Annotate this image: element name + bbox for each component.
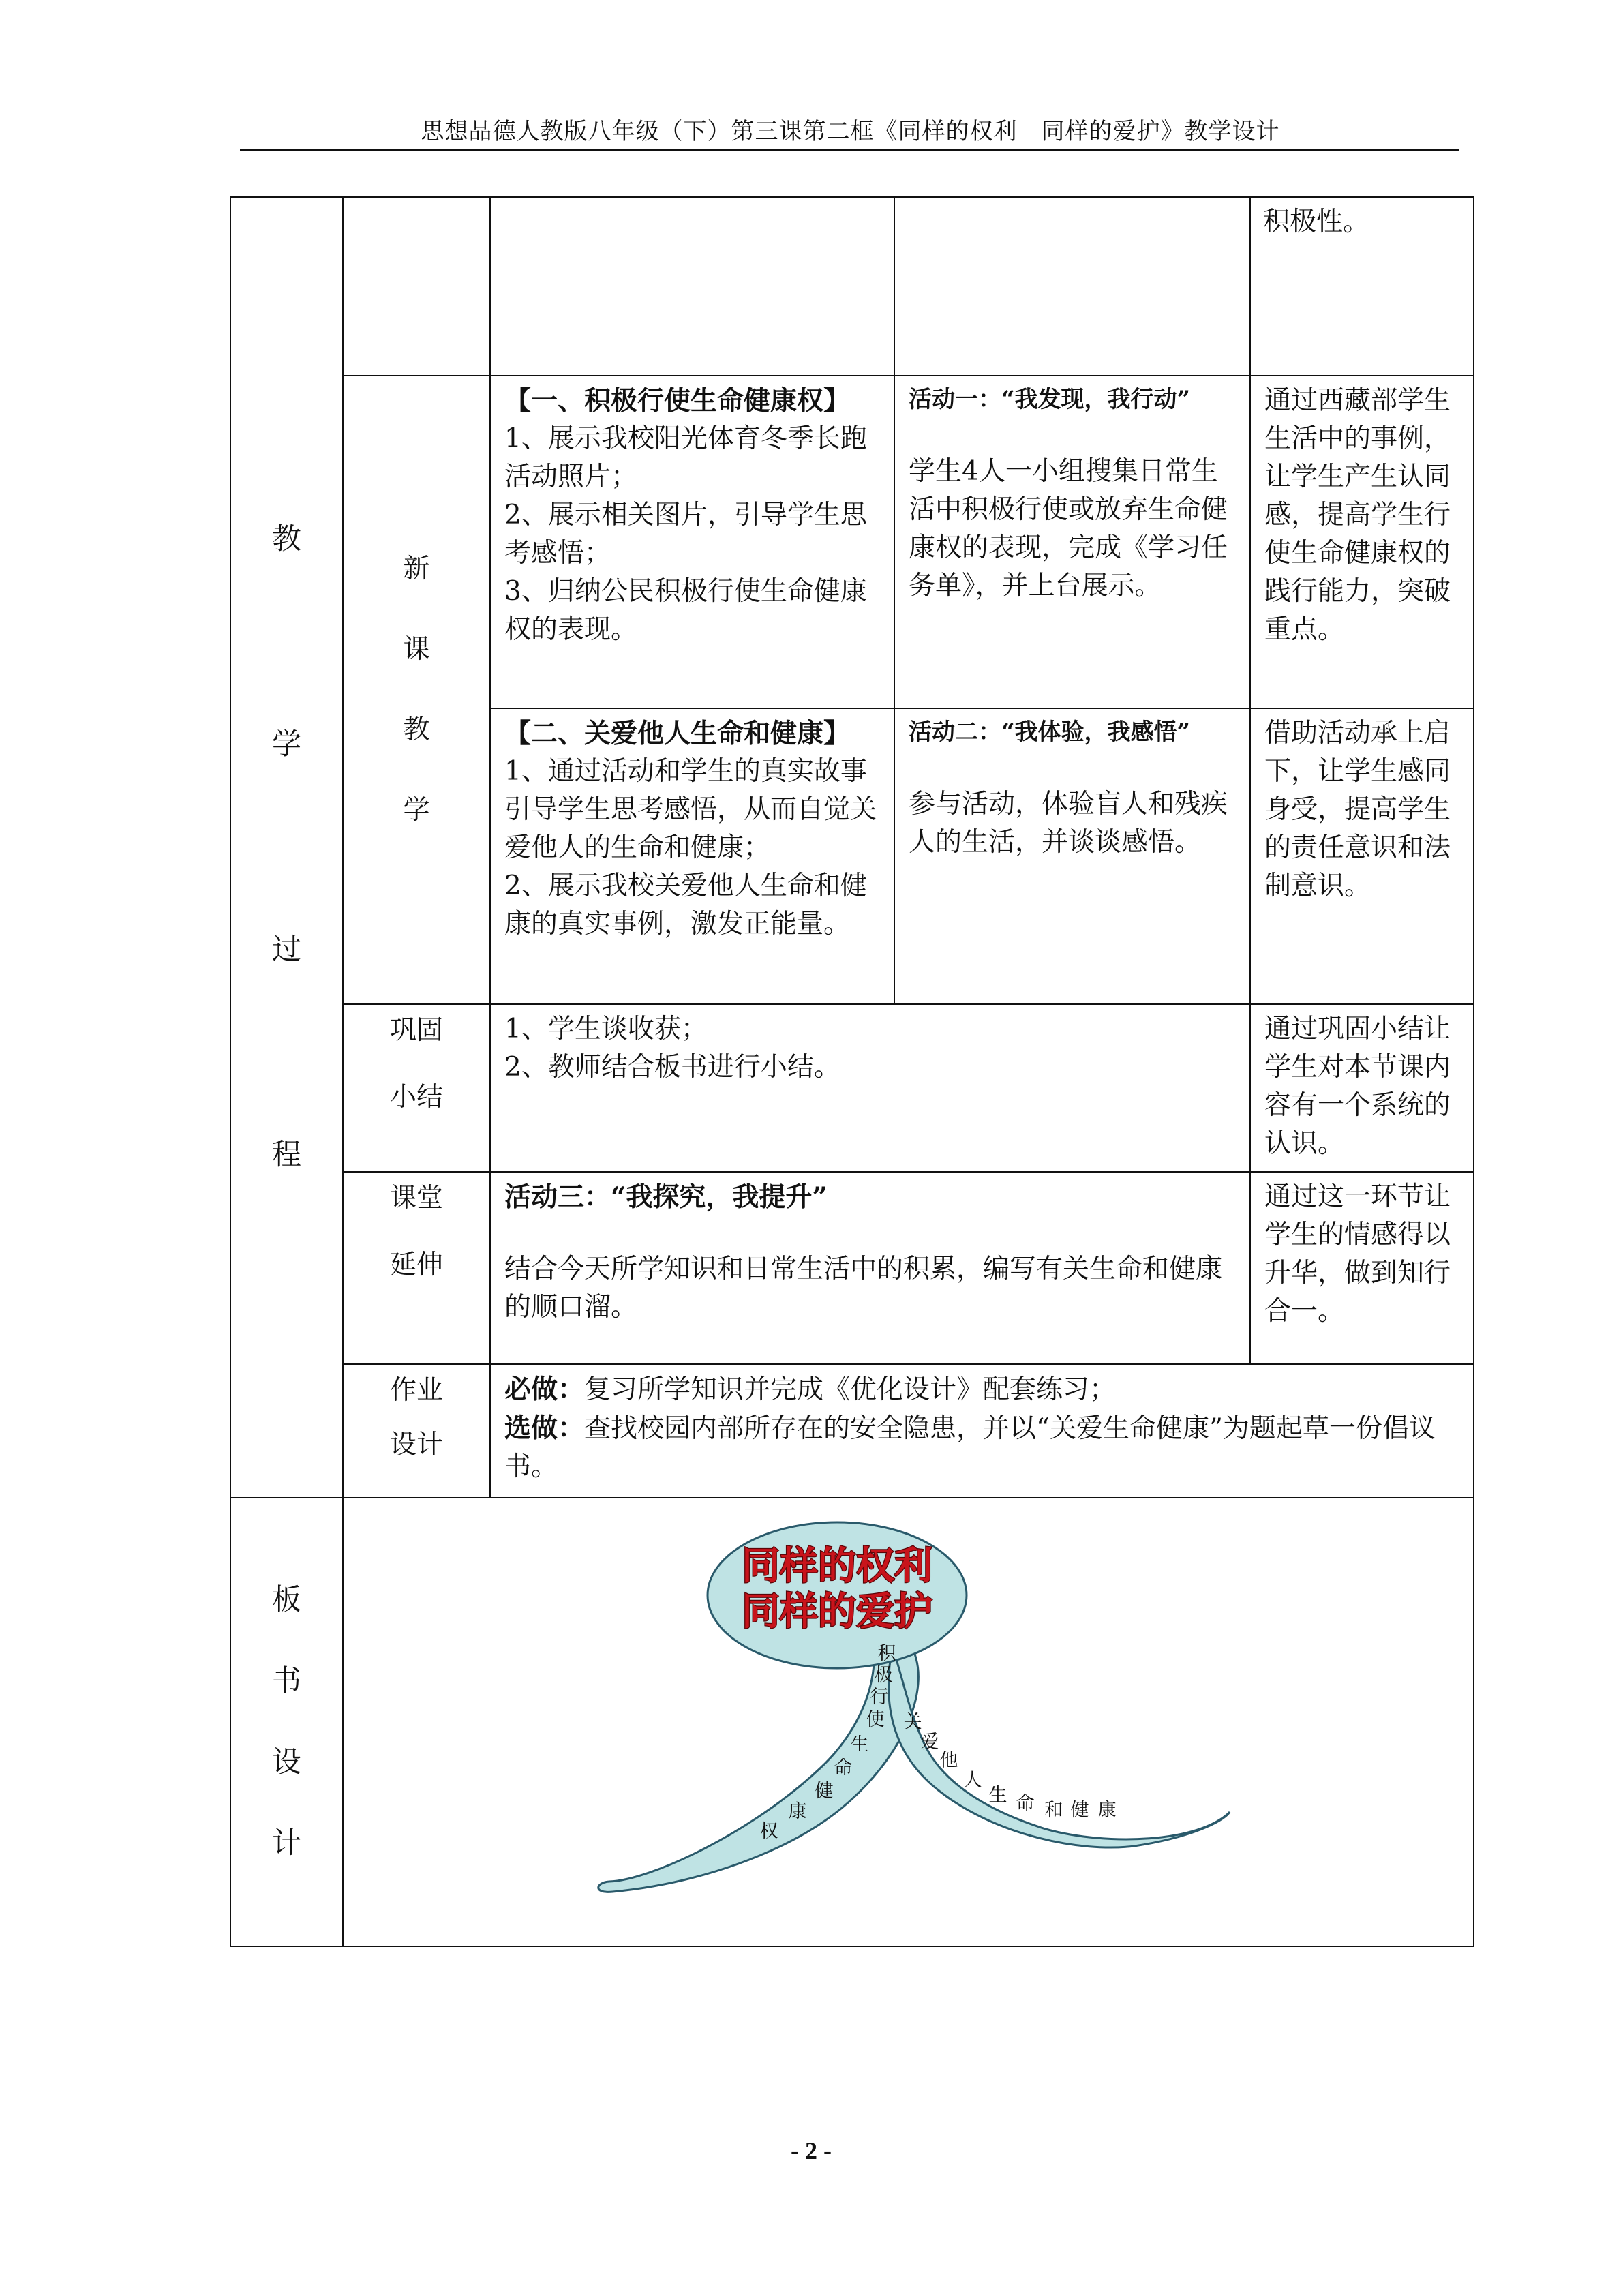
branch-right-char: 康 [1097, 1800, 1117, 1821]
branch-right-char: 健 [1070, 1800, 1089, 1821]
board-title-line1: 同样的权利 [742, 1544, 932, 1588]
homework-content: 必做：复习所学知识并完成《优化设计》配套练习； 选做：查找校园内部所存在的安全隐患，并以“关爱生命健康”为题起草一份倡议书。 [490, 1364, 1474, 1498]
label-teaching-process: 教 学 过 程 [230, 197, 343, 1498]
extension-intent: 通过这一环节让学生的情感得以升华，做到知行合一。 [1250, 1172, 1474, 1364]
label-homework: 作业 设计 [343, 1364, 490, 1498]
branch-left-char: 使 [866, 1709, 885, 1730]
consolidate-content: 1、学生谈收获； 2、教师结合板书进行小结。 [490, 1004, 1250, 1172]
lesson-plan-table [230, 196, 1474, 1947]
branch-right-char: 生 [988, 1785, 1007, 1806]
label-consolidate: 巩固 小结 [343, 1004, 490, 1172]
part1-intent: 通过西藏部学生生活中的事例，让学生产生认同感，提高学生行使生命健康权的践行能力，突破重点。 [1250, 376, 1474, 708]
row0-col4: 积极性。 [1250, 197, 1474, 376]
consolidate-intent: 通过巩固小结让学生对本节课内容有一个系统的认识。 [1250, 1004, 1474, 1172]
label-board-design: 板 书 设 计 [230, 1498, 343, 1946]
branch-left-char: 康 [788, 1801, 807, 1822]
label-extension: 课堂 延伸 [343, 1172, 490, 1364]
board-title-line2: 同样的爱护 [742, 1590, 932, 1634]
branch-right-char: 关 [903, 1712, 922, 1733]
branch-right-char: 爱 [920, 1732, 939, 1753]
row0-col3 [894, 197, 1250, 376]
part2-teacher: 【二、关爱他人生命和健康】 1、通过活动和学生的真实故事引导学生思考感悟，从而自觉关爱他人的生命和健康； 2、展示我校关爱他人生命和健康的真实事例，激发正能量。 [490, 708, 894, 1004]
board-diagram [344, 1498, 1472, 1944]
page-header: 思想品德人教版八年级（下）第三课第二框《同样的权利 同样的爱护》教学设计 [421, 118, 1280, 145]
page-number: - 2 - [791, 2137, 832, 2164]
branch-left-char: 健 [815, 1781, 834, 1802]
branch-left-char: 行 [870, 1687, 889, 1708]
branch-left-char: 积 [877, 1643, 896, 1664]
branch-left-char: 生 [850, 1734, 869, 1755]
label-new-lesson: 新 课 教 学 [343, 376, 490, 1004]
row0-col2 [490, 197, 894, 376]
header-rule [240, 149, 1459, 151]
branch-right-char: 他 [939, 1750, 958, 1771]
branch-right-char: 命 [1016, 1793, 1035, 1814]
branch-left-char: 权 [759, 1821, 778, 1842]
branch-left-char: 命 [834, 1757, 853, 1779]
part1-teacher: 【一、积极行使生命健康权】 1、展示我校阳光体育冬季长跑活动照片； 2、展示相关图片，引导学生思考感悟； 3、归纳公民积极行使生命健康权的表现。 [490, 376, 894, 708]
branch-right-char: 和 [1044, 1800, 1063, 1821]
row0-col1 [343, 197, 490, 376]
branch-left-char: 极 [874, 1665, 893, 1686]
part2-student: 活动二：“我体验，我感悟” 参与活动，体验盲人和残疾人的生活，并谈谈感悟。 [894, 708, 1250, 1004]
part2-intent: 借助活动承上启下，让学生感同身受，提高学生的责任意识和法制意识。 [1250, 708, 1474, 1004]
board-design-area [343, 1498, 1474, 1946]
part1-student: 活动一：“我发现，我行动” 学生4人一小组搜集日常生活中积极行使或放弃生命健康权的表现，完成《学习任务单》，并上台展示。 [894, 376, 1250, 708]
branch-right-char: 人 [963, 1770, 982, 1791]
extension-content: 活动三：“我探究，我提升” 结合今天所学知识和日常生活中的积累，编写有关生命和健康的顺口溜。 [490, 1172, 1250, 1364]
